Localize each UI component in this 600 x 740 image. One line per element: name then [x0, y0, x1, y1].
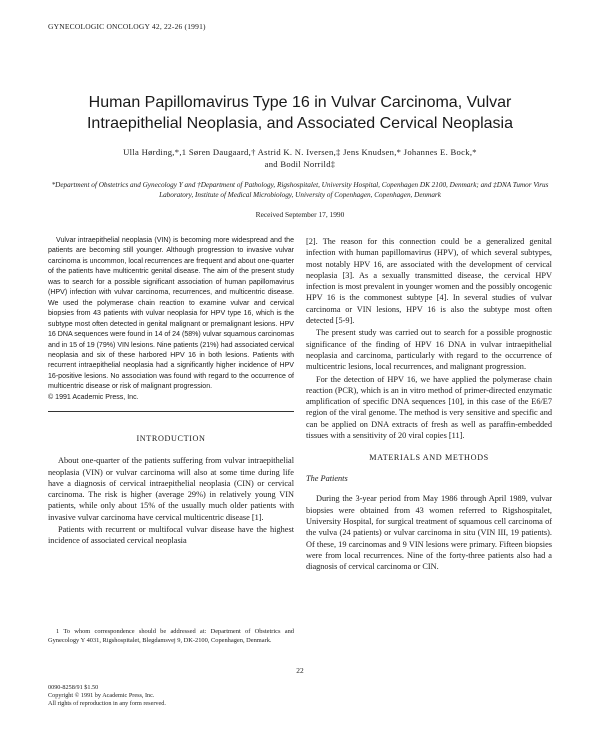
patients-subheading: The Patients: [306, 474, 348, 484]
article-title: Human Papillomavirus Type 16 in Vulvar Carcinoma, Vulvar Intraepithelial Neoplasia, and Associated Cervical Neoplasia: [86, 94, 514, 132]
introduction-heading: INTRODUCTION: [136, 434, 206, 444]
page-number: 22: [296, 666, 304, 675]
rights-line: All rights of reproduction in any form reserved.: [48, 700, 166, 707]
journal-citation: GYNECOLOGIC ONCOLOGY 42, 22-26 (1991): [48, 22, 206, 31]
abstract-text: Vulvar intraepithelial neoplasia (VIN) is becoming more widespread and the patients are becoming still younger. Although progression to invasive vulvar carcinoma is uncommon, local recurrences are frequent and about one-quarter of the patients have multicentric genital disease. The aim of the present study was to search for a possible significant association of human papillomavirus (HPV) infection with vulvar carcinoma, recurrences, and multicentric disease. We used the polymerase chain reaction to examine vulvar and cervical biopsies from 43 patients with vulvar neoplasia for HPV type 16, which is the subtype most often detected in genital malignant or premalignant lesions. HPV 16 DNA sequences were found in 14 of 24 (58%) vulvar squamous carcinomas and in 15 of 19 (79%) VIN lesions. Nine patients (21%) had associated cervical neoplasia and six of these harbored HPV 16 in both lesions. Patients with recurrent intraepithelial neoplasia had a significantly higher incidence of HPV 16-positive lesions. No association was found with regard to the occurrence of multicentric disease or risk of malignant progression.: [48, 237, 294, 391]
publisher-info: [48, 684, 298, 708]
received-date: Received September 17, 1990: [255, 210, 345, 219]
right-column: [306, 236, 552, 573]
methods-heading: MATERIALS AND METHODS: [369, 453, 489, 463]
introduction-paragraph-1: About one-quarter of the patients suffering from vulvar intraepithelial neoplasia (VIN) or vulvar carcinoma will also at some time during life have a diagnosis of cervical intraepithelial neoplasia (CIN) or cervical carcinoma. The risk is higher (average 29%) in relatively young VIN patients, while only about 15% of the usually much older patients with invasive vulvar carcinoma have cervical multicentric disease [1].: [48, 456, 294, 522]
right-paragraph-4: During the 3-year period from May 1986 through April 1989, vulvar biopsies were obtained from 43 women referred to Rigshospitalet, University Hospital, for surgical treatment of squamous cell carcinoma of the vulva (24 patients) or vulvar carcinoma in situ (VIN III, 19 patients). Of these, 19 carcinomas and 9 VIN lesions were primary. Fifteen biopsies were from local recurrences. Nine of the forty-three patients also had a diagnosis of cervical carcinoma or CIN.: [306, 494, 552, 572]
footnote-text: 1 To whom correspondence should be addressed at: Department of Obstetrics and Gynecology Y 4031, Rigshospitalet, Blegdamsvej 9, DK-2100, Copenhagen, Denmark.: [48, 628, 294, 644]
introduction-paragraph-2: Patients with recurrent or multifocal vulvar disease have the highest incidence of associated cervical neoplasia: [48, 525, 294, 546]
author-list: [40, 146, 560, 170]
abstract: [48, 236, 294, 412]
correspondence-footnote: [48, 628, 294, 645]
right-paragraph-2: The present study was carried out to search for a possible prognostic significance of the finding of HPV 16 DNA in vulvar intraepithelial neoplasia and carcinoma, particularly with regard to the occurrence of multicentric lesions, local recurrences, and malignant progression.: [306, 328, 552, 372]
copyright-line: Copyright © 1991 by Academic Press, Inc.: [48, 692, 155, 699]
right-paragraph-3: For the detection of HPV 16, we have applied the polymerase chain reaction (PCR), which is an in vitro method of primer-directed enzymatic amplification of specific DNA sequences [10], in this case of the E6/E7 region of the viral genome. The method is very sensitive and specific and can be applied on DNA extracts of fresh as well as paraffin-embedded tissues with a sensitivity of 20 viral copies [11].: [306, 374, 552, 441]
authors-line-1: Ulla Hørding,*,1 Søren Daugaard,† Astrid K. N. Iversen,‡ Jens Knudsen,* Johannes E. Bock,*: [123, 147, 477, 157]
left-column: [48, 236, 294, 548]
issn-line: 0090-8258/91 $1.50: [48, 684, 99, 691]
right-paragraph-1: [2]. The reason for this connection could be a generalized genital infection with human papillomavirus (HPV), of which several subtypes, most notably HPV 16, are associated with the development of cervical neoplasia [3]. As a sexually transmitted disease, the cervical HPV infection is most prevalent in younger women and the possibly oncogenic HPV 16 is the commonest subtype [4]. In several studies of vulvar carcinoma or VIN lesions, HPV 16 is also the subtype most often detected [5-9].: [306, 237, 552, 326]
abstract-copyright: © 1991 Academic Press, Inc.: [48, 393, 139, 401]
affiliation: *Department of Obstetrics and Gynecology Y and †Department of Pathology, Rigshospitalet, University Hospital, Copenhagen DK 2100, Denmark; and ‡DNA Tumor Virus Laboratory, Institute of Medical Microbiology, University of Copenhagen, Copenhagen, Denmark: [51, 181, 549, 199]
authors-line-2: and Bodil Norrild‡: [264, 159, 336, 169]
